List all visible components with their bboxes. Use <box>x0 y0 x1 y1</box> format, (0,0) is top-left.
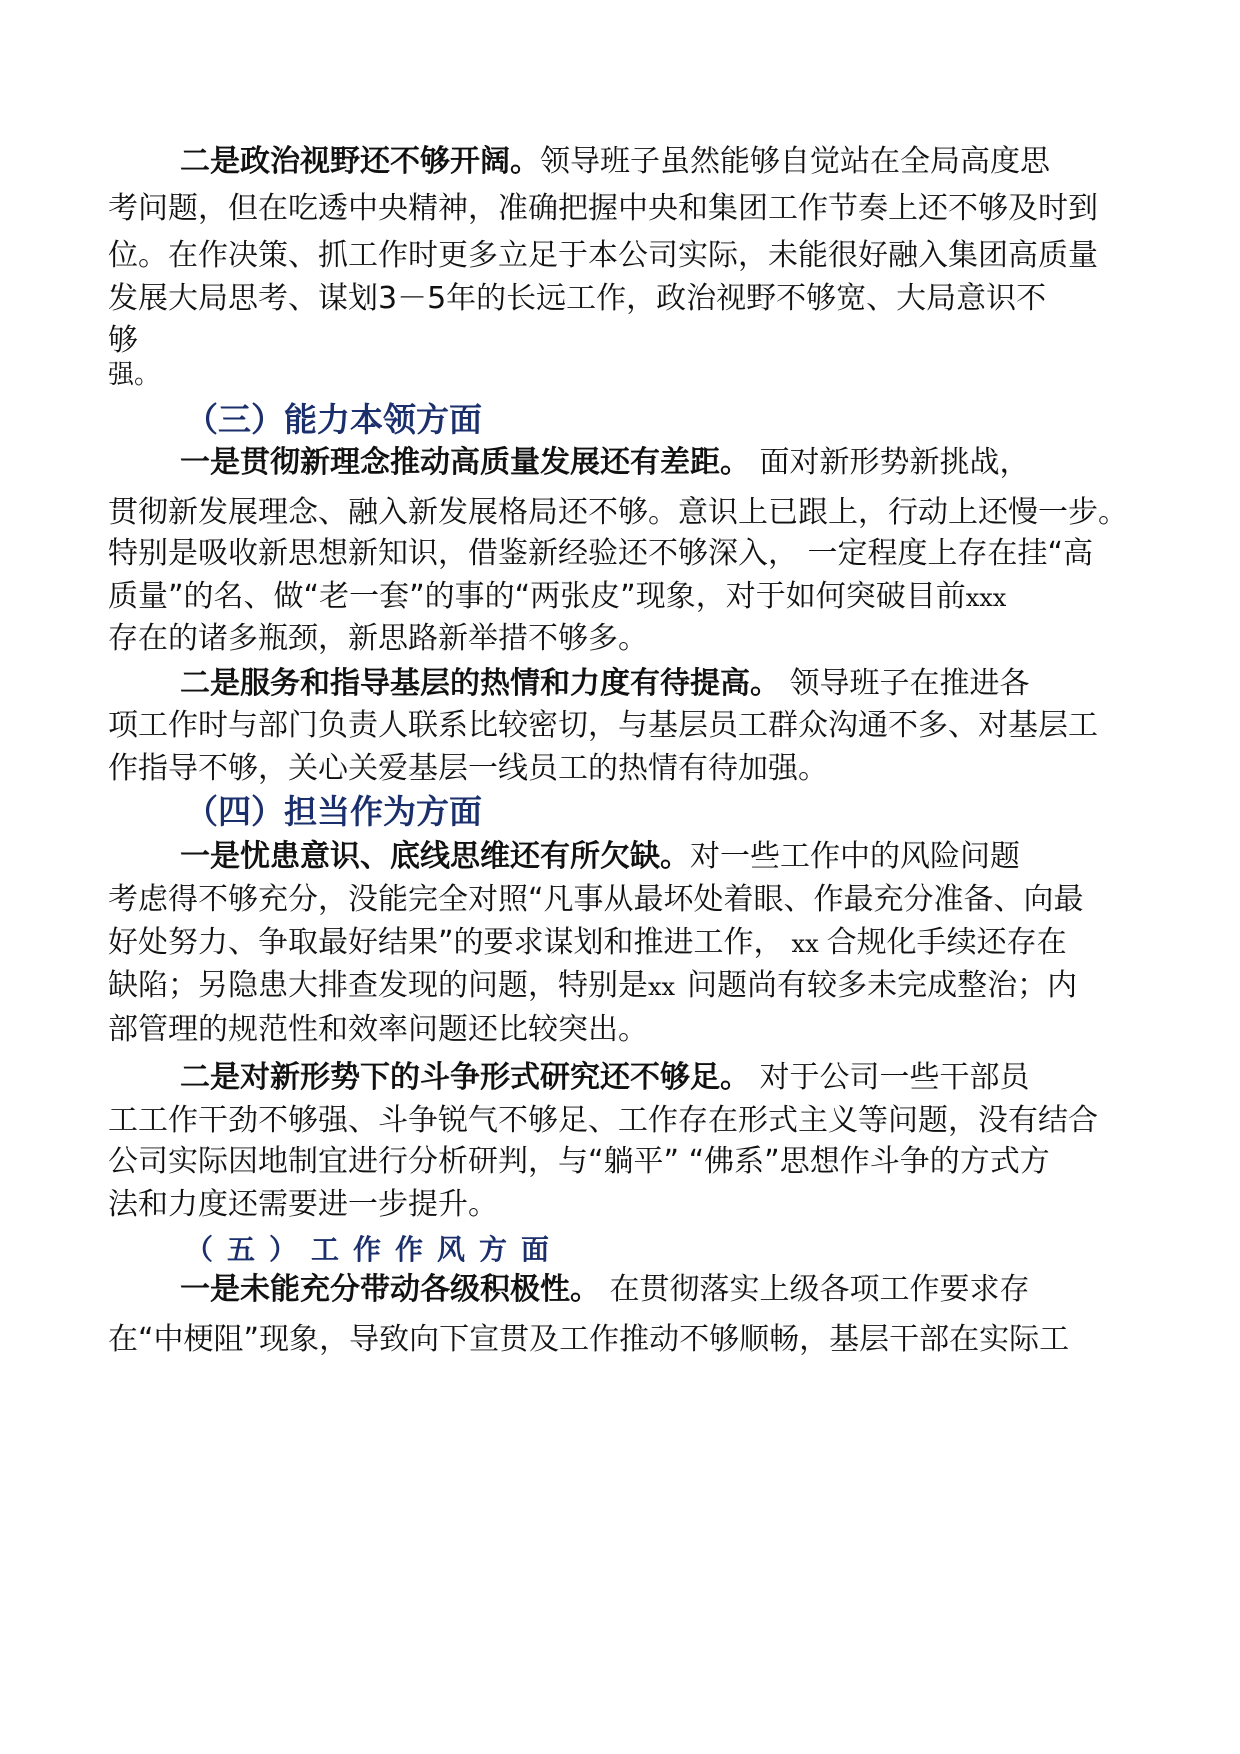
paragraph-text: 领导班子虽然能够自觉站在全局高度思 <box>540 144 1050 179</box>
paragraph-line: 法和力度还需要进一步提升。 <box>108 1187 498 1222</box>
paragraph-lead: 二是对新形势下的斗争形式研究还不够足。 <box>180 1060 750 1095</box>
paragraph-line <box>180 664 1030 704</box>
paragraph-text: 对于公司一些干部员 <box>750 1060 1030 1095</box>
paragraph-text: 面对新形势新挑战， <box>750 445 1030 480</box>
paragraph-line <box>108 966 1077 1007</box>
paragraph-line: 工工作干劲不够强、斗争锐气不够足、工作存在形式主义等问题，没有结合 <box>108 1103 1098 1138</box>
paragraph-line: 公司实际因地制宜进行分析研判，与“躺平” “佛系”思想作斗争的方式方 <box>108 1144 1050 1179</box>
paragraph-line <box>108 577 1006 618</box>
paragraph-line <box>180 837 1020 877</box>
paragraph-line: 特别是吸收新思想新知识，借鉴新经验还不够深入， 一定程度上存在挂“高 <box>108 536 1094 571</box>
paragraph-line <box>108 923 1067 964</box>
paragraph-line: 部管理的规范性和效率问题还比较突出。 <box>108 1012 648 1047</box>
section-heading-five: （五）工作作风方面 <box>185 1233 564 1266</box>
paragraph-line: 够 <box>108 323 138 358</box>
paragraph-line <box>180 1270 1030 1310</box>
paragraph-line <box>180 443 1030 483</box>
paragraph-line: 考虑得不够充分，没能完全对照“凡事从最坏处着眼、作最充分准备、向最 <box>108 882 1084 917</box>
paragraph-line: 作指导不够，关心关爱基层一线员工的热情有待加强。 <box>108 751 828 786</box>
paragraph-text: 在贯彻落实上级各项工作要求存 <box>600 1272 1030 1307</box>
paragraph-lead: 一是忧患意识、底线思维还有所欠缺。 <box>180 839 690 874</box>
placeholder-text: xxx <box>965 584 1007 612</box>
paragraph-line: 项工作时与部门负责人联系比较密切，与基层员工群众沟通不多、对基层工 <box>108 708 1098 743</box>
section-heading-three: （三）能力本领方面 <box>185 400 482 439</box>
paragraph-lead: 一是未能充分带动各级积极性。 <box>180 1272 600 1307</box>
paragraph-line: 强。 <box>108 360 161 390</box>
paragraph-line: 发展大局思考、谋划3－5年的长远工作，政治视野不够宽、大局意识不 <box>108 281 1047 316</box>
paragraph-lead: 一是贯彻新理念推动高质量发展还有差距。 <box>180 445 750 480</box>
paragraph-text: 问题尚有较多未完成整治；内 <box>687 968 1078 1003</box>
paragraph-line: 存在的诸多瓶颈，新思路新举措不够多。 <box>108 621 648 656</box>
paragraph-text: 缺陷；另隐患大排查发现的问题，特别是 <box>108 968 648 1003</box>
placeholder-text: xx <box>648 973 676 1001</box>
paragraph-text: 质量”的名、做“老一套”的事的“两张皮”现象，对于如何突破目前 <box>108 579 966 614</box>
paragraph-text: 领导班子在推进各 <box>780 666 1030 701</box>
paragraph-line: 在“中梗阻”现象，导致向下宣贯及工作推动不够顺畅，基层干部在实际工 <box>108 1322 1070 1357</box>
section-heading-four: （四）担当作为方面 <box>185 792 482 831</box>
paragraph-text: 合规化手续还存在 <box>826 925 1067 960</box>
paragraph-line <box>180 1058 1030 1098</box>
paragraph-line: 位。在作决策、抓工作时更多立足于本公司实际，未能很好融入集团高质量 <box>108 238 1098 273</box>
paragraph-line: 贯彻新发展理念、融入新发展格局还不够。意识上已跟上，行动上还慢一步。 <box>108 495 1128 530</box>
paragraph-lead: 二是服务和指导基层的热情和力度有待提高。 <box>180 666 780 701</box>
paragraph-text: 对一些工作中的风险问题 <box>690 839 1020 874</box>
paragraph-lead: 二是政治视野还不够开阔。 <box>180 144 540 179</box>
paragraph-text: 好处努力、争取最好结果”的要求谋划和推进工作， <box>108 925 784 960</box>
paragraph-line <box>180 142 1050 182</box>
placeholder-text: xx <box>791 930 819 958</box>
paragraph-line: 考问题，但在吃透中央精神，准确把握中央和集团工作节奏上还不够及时到 <box>108 191 1098 226</box>
